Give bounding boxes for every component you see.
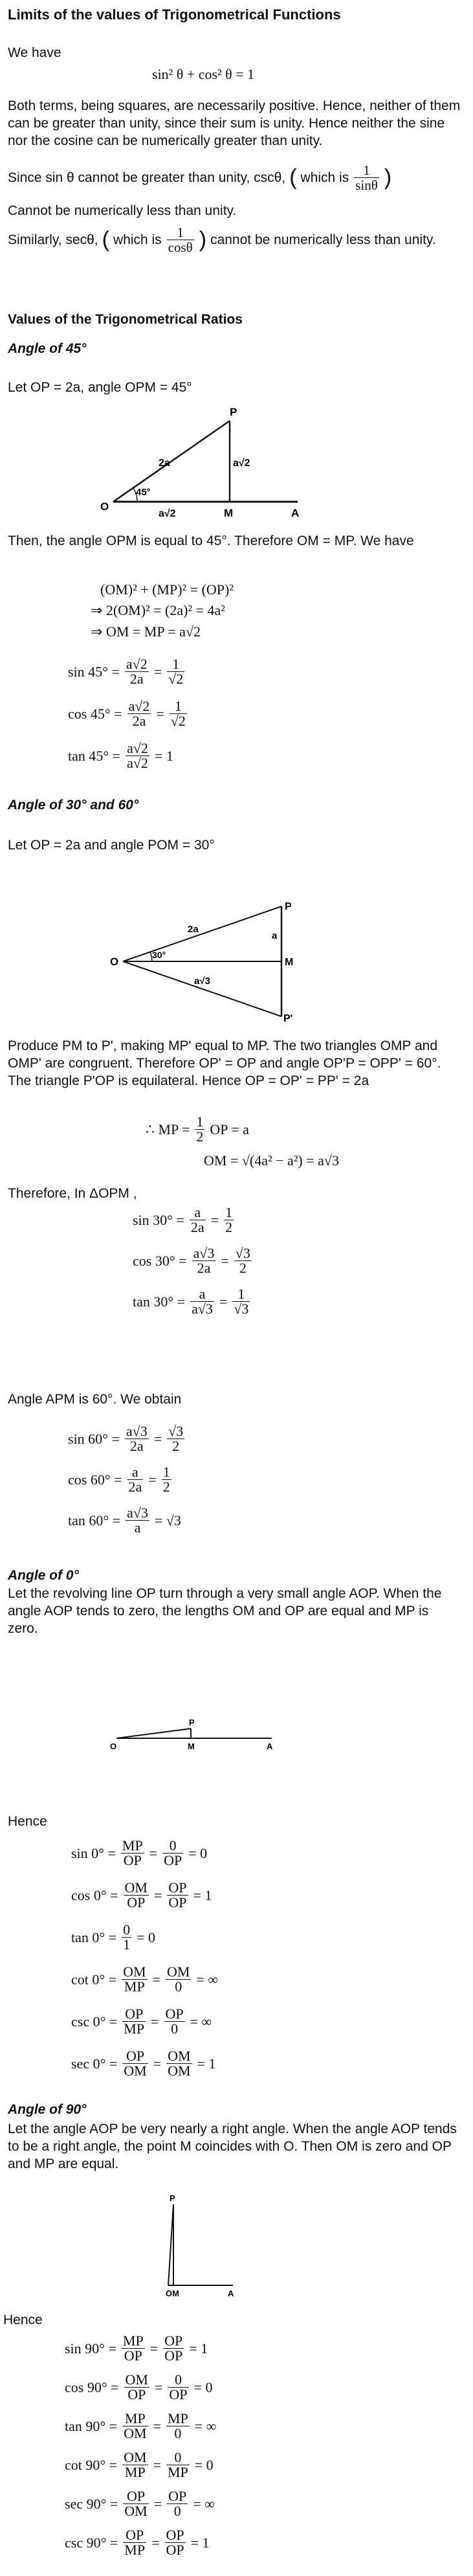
label-a-root3: a√3 — [194, 976, 210, 987]
label-o: O — [100, 500, 109, 513]
angle-90-equation-row: sec 90° = $\frac{OP}{OM}$ = $\frac{OP}{0}$ = ∞ — [65, 2488, 215, 2519]
label-angle-30: 30° — [152, 950, 166, 960]
therefore-text: Therefore, In ΔOPM , — [8, 1186, 137, 1201]
label-a: A — [267, 1742, 273, 1751]
cos-45: cos 45° = $\frac{a√2}{2a}$ = $\frac{1}{√2}$ — [68, 698, 186, 729]
mp-equation: ∴ MP = $\frac{1}{2}$ OP = a — [146, 1114, 249, 1145]
sec-statement: Similarly, secθ, ( which is $\frac{1}{\cos\theta}$ ) cannot be numerically less than unity. — [8, 225, 436, 255]
label-a: A — [291, 507, 300, 519]
angle-30-paragraph: Produce PM to P', making MP' equal to MP. The two triangles OMP and OMP' are congruent. Therefore OP' = OP and angle OP'P = OPP' = 60°. The triangle P'OP is equilateral. Hence OP = OP' = PP' = 2a — [8, 1038, 441, 1088]
angle-0-equation-row: csc 0° = $\frac{OP}{MP}$ = $\frac{OP}{0}$ = ∞ — [71, 2006, 212, 2037]
angle-90-equation-row: csc 90° = $\frac{OP}{MP}$ = $\frac{OP}{OP}$ = 1 — [65, 2527, 210, 2558]
angle-0-equation-row: cot 0° = $\frac{OM}{MP}$ = $\frac{OM}{0}$ = ∞ — [71, 1964, 219, 1995]
pythagorean-identity: sin² θ + cos² θ = 1 — [152, 66, 255, 82]
which-is-text-2: which is — [113, 232, 162, 247]
label-p: P — [285, 901, 292, 912]
angle-0-equation-row: sec 0° = $\frac{OP}{OM}$ = $\frac{OM}{OM}$ = 1 — [71, 2048, 216, 2079]
since-text: Since sin θ cannot be greater than unity, cscθ, — [8, 170, 286, 185]
label-om: a√2 — [159, 508, 176, 519]
which-is-text: which is — [300, 170, 349, 185]
angle-90-heading: Angle of 90° — [8, 2102, 87, 2117]
angle-0-equation-row: cos 0° = $\frac{OM}{OP}$ = $\frac{OP}{OP}$ = 1 — [71, 1879, 212, 1910]
angle-45-then: Then, the angle OPM is equal to 45°. Therefore OM = MP. We have — [8, 533, 414, 548]
label-angle-45: 45° — [136, 487, 151, 498]
sin-45: sin 45° = $\frac{a√2}{2a}$ = $\frac{1}{√2}$ — [68, 656, 184, 687]
angle-0-heading: Angle of 0° — [8, 1568, 79, 1583]
label-2a: 2a — [159, 458, 170, 469]
label-p: P — [170, 2193, 175, 2203]
we-have-text: We have — [8, 45, 61, 60]
apm-text: Angle APM is 60°. We obtain — [8, 1392, 182, 1407]
label-om: OM — [166, 2289, 179, 2298]
label-o: O — [110, 956, 119, 968]
angle-0-equation-row: tan 0° = $\frac{0}{1}$ = 0 — [71, 1921, 156, 1953]
angle-30-let: Let OP = 2a and angle POM = 30° — [8, 838, 215, 853]
intro-paragraph: Both terms, being squares, are necessarily positive. Hence, neither of them can be greater than unity, since their sum is unity. Hence neither the sine nor the cosine can be numerically greater than unity. — [8, 98, 461, 148]
label-m: M — [224, 507, 234, 519]
similarly-text: Similarly, secθ, — [8, 232, 98, 247]
label-p: P — [189, 1718, 195, 1727]
tan-45: tan 45° = $\frac{a√2}{a√2}$ = 1 — [68, 740, 173, 771]
label-a: A — [228, 2289, 234, 2298]
label-p-prime: P' — [283, 1013, 293, 1023]
tan-30: tan 30° = $\frac{a}{a√3}$ = $\frac{1}{√3}$ — [133, 1286, 249, 1317]
eq-45-3: ⇒ OM = MP = a√2 — [91, 623, 201, 640]
angle-45-heading: Angle of 45° — [8, 341, 87, 356]
angle-0-paragraph: Let the revolving line OP turn through a very small angle AOP. When the angle AOP tends to zero, the lengths OM and OP are equal and MP is zero. — [8, 1586, 442, 1636]
angle-90-hence: Hence — [3, 2313, 43, 2327]
angle-45-let: Let OP = 2a, angle OPM = 45° — [8, 380, 192, 395]
figure-45-triangle — [97, 401, 311, 521]
angle-0-hence: Hence — [8, 1814, 47, 1829]
figure-30-triangle — [104, 900, 304, 1023]
eq-45-1: (OM)² + (MP)² = (OP)² — [100, 581, 234, 598]
csc-statement: Since sin θ cannot be greater than unity, cscθ, ( which is $\frac{1}{\sin\theta}$ ) — [8, 162, 392, 193]
label-2a: 2a — [188, 924, 199, 935]
label-o: O — [110, 1742, 117, 1751]
sec-fraction: $\frac{1}{\cos\theta}$ — [168, 225, 193, 255]
cannot-be-less-text: cannot be numerically less than unity. — [210, 232, 436, 247]
angle-90-paragraph: Let the angle AOP be very nearly a right angle. When the angle AOP tends to be a right angle, the point M coincides with O. Then OM is zero and OP and MP are equal. — [8, 2122, 457, 2171]
figure-90 — [155, 2191, 252, 2302]
cos-30: cos 30° = $\frac{a√3}{2a}$ = $\frac{√3}{2}$ — [133, 1245, 250, 1276]
label-p: P — [230, 406, 237, 418]
angle-90-equation-row: tan 90° = $\frac{MP}{OM}$ = $\frac{MP}{0}$ = ∞ — [65, 2410, 217, 2441]
om-equation: OM = √(4a² − a²) = a√3 — [204, 1152, 339, 1169]
values-heading: Values of the Trigonometrical Ratios — [8, 312, 243, 327]
angle-90-equation-row: sin 90° = $\frac{MP}{OP}$ = $\frac{OP}{OP}$ = 1 — [65, 2333, 208, 2364]
cannot-be-text: Cannot be numerically less than unity. — [8, 203, 237, 218]
tan-60: tan 60° = $\frac{a√3}{a}$ = √3 — [68, 1505, 181, 1536]
figure-0 — [97, 1716, 291, 1754]
angle-30-heading: Angle of 30° and 60° — [8, 798, 139, 812]
angle-90-equation-row: cot 90° = $\frac{OM}{MP}$ = $\frac{0}{MP}$ = 0 — [65, 2449, 214, 2480]
label-m: M — [188, 1742, 195, 1751]
sin-60: sin 60° = $\frac{a√3}{2a}$ = $\frac{√3}{2}$ — [68, 1423, 184, 1454]
page-title: Limits of the values of Trigonometrical Functions — [8, 6, 341, 23]
eq-45-2: ⇒ 2(OM)² = (2a)² = 4a² — [91, 602, 225, 618]
angle-90-equation-row: cos 90° = $\frac{OM}{OP}$ = $\frac{0}{OP}$ = 0 — [65, 2371, 213, 2402]
csc-fraction: $\frac{1}{\sin\theta}$ — [355, 162, 378, 193]
label-a: a — [272, 930, 278, 941]
label-m: M — [285, 957, 294, 968]
label-pm: a√2 — [233, 458, 250, 469]
cos-60: cos 60° = $\frac{a}{2a}$ = $\frac{1}{2}$ — [68, 1464, 170, 1495]
sin-30: sin 30° = $\frac{a}{2a}$ = $\frac{1}{2}$ — [133, 1204, 233, 1235]
angle-0-equation-row: sin 0° = $\frac{MP}{OP}$ = $\frac{0}{OP}$ = 0 — [71, 1837, 208, 1868]
